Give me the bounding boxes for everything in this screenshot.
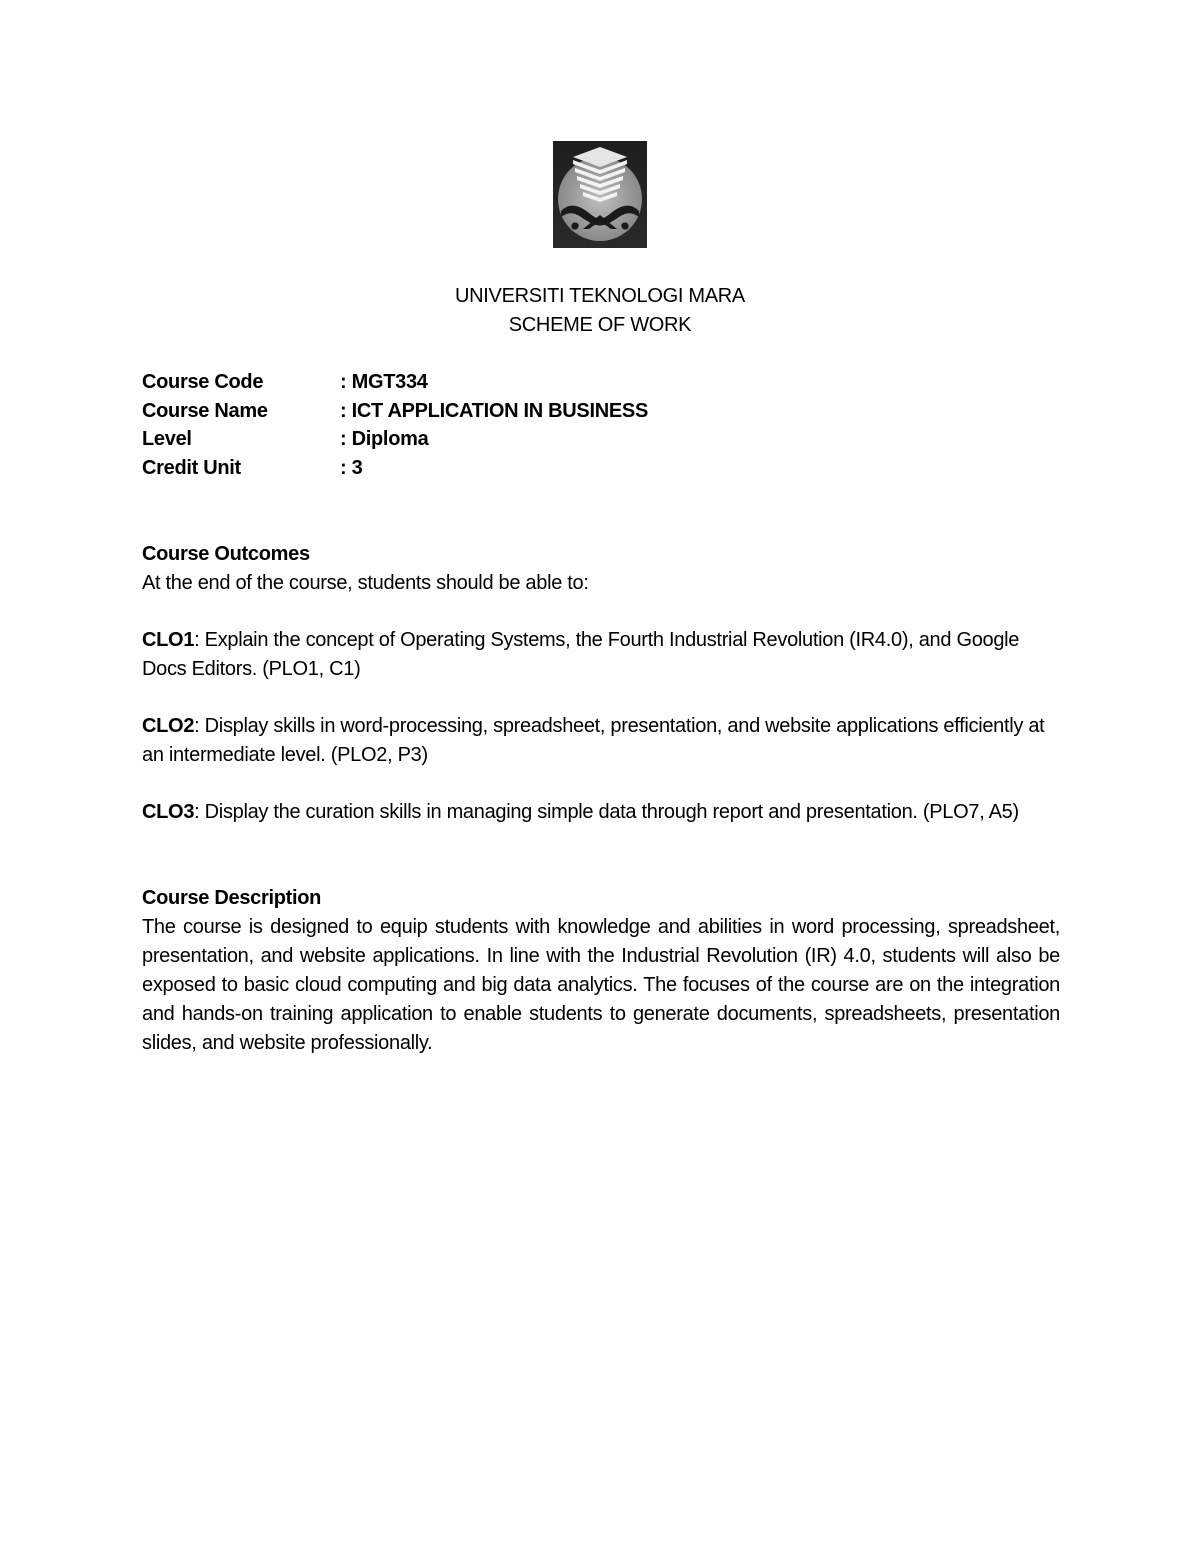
credit-unit-label: Credit Unit bbox=[142, 456, 241, 479]
course-info bbox=[142, 368, 648, 482]
credit-unit-value: : 3 bbox=[340, 456, 363, 479]
course-code-row bbox=[142, 368, 648, 397]
course-name-label: Course Name bbox=[142, 399, 268, 422]
clo-id: CLO1 bbox=[142, 629, 195, 651]
credit-unit-row bbox=[142, 454, 648, 483]
course-description-section bbox=[142, 884, 1060, 1058]
title-block bbox=[0, 282, 1200, 340]
course-outcomes-heading: Course Outcomes bbox=[142, 543, 310, 565]
clo-id: CLO3 bbox=[142, 801, 195, 823]
course-outcomes-intro: At the end of the course, students should be able to: bbox=[142, 572, 589, 594]
level-row bbox=[142, 425, 648, 454]
clo-item bbox=[142, 626, 1060, 684]
course-outcomes-section bbox=[142, 540, 1060, 598]
document-title: SCHEME OF WORK bbox=[508, 314, 692, 336]
clo-item bbox=[142, 712, 1060, 770]
clo-text: : Display skills in word-processing, spreadsheet, presentation, and website applications efficiently at an intermediate level. (PLO2, P3) bbox=[142, 715, 1045, 766]
course-description-text: The course is designed to equip students with knowledge and abilities in word processing, spreadsheet, presentation, and website applications. In line with the Industrial Revolution (IR) 4.0, students will also be exposed to basic cloud computing and big data analytics. The focuses of the course are on the integration and hands-on training application to enable students to generate documents, spreadsheets, presentation slides, and website professionally. bbox=[142, 916, 1060, 1054]
course-name-value: : ICT APPLICATION IN BUSINESS bbox=[340, 399, 648, 422]
clo-item bbox=[142, 798, 1060, 827]
level-label: Level bbox=[142, 428, 192, 450]
course-name-row bbox=[142, 397, 648, 426]
level-value: : Diploma bbox=[340, 428, 429, 450]
course-code-label: Course Code bbox=[142, 371, 264, 393]
clo-text: : Explain the concept of Operating Systems, the Fourth Industrial Revolution (IR4.0), and Google Docs Editors. (PLO1, C1) bbox=[142, 629, 1020, 680]
uitm-logo-icon bbox=[553, 141, 647, 248]
course-description-heading: Course Description bbox=[142, 887, 322, 909]
clo-id: CLO2 bbox=[142, 715, 195, 737]
clo-text: : Display the curation skills in managing simple data through report and presentation. (PLO7, A5) bbox=[194, 801, 1019, 823]
course-code-value: : MGT334 bbox=[340, 371, 428, 393]
university-name: UNIVERSITI TEKNOLOGI MARA bbox=[455, 285, 745, 307]
